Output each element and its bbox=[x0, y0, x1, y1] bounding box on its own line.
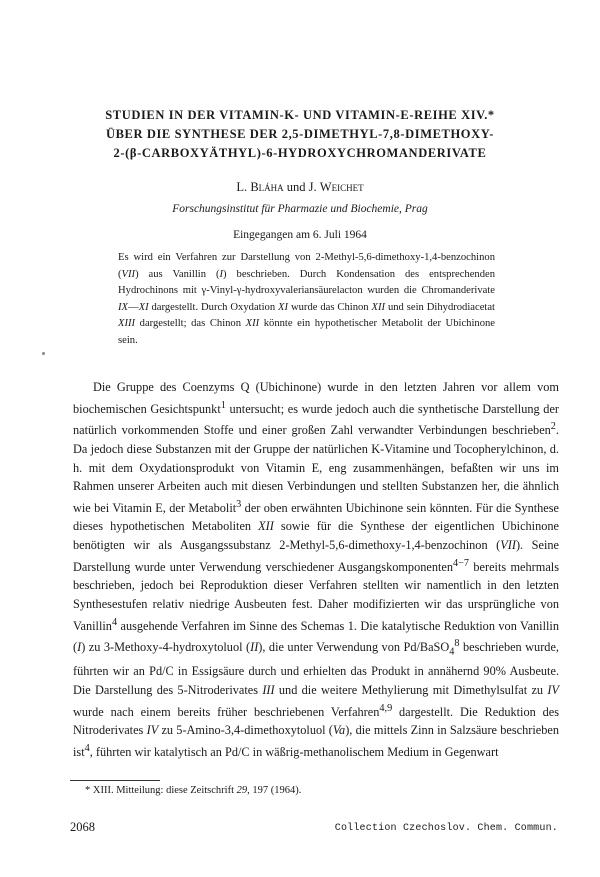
scan-speck bbox=[42, 352, 45, 355]
body-text: . Da jedoch diese Substanzen mit der Gruppe der natürlichen K-Vitamine und Tocopherylchinon, d. h. mit dem Oxydationsprodukt von Vitamin E, eng zusammenhängen, befaßten wir uns im Rahmen unserer Arbeiten auch mit diesen Verbindungen und stellten Substanzen her, die ähnlich wie bei Vitamin E, der Metabolit bbox=[73, 423, 559, 515]
body-text: zu 5-Amino-3,4-dimethoxytoluol ( bbox=[158, 723, 333, 738]
footnote bbox=[85, 785, 555, 796]
compound-label: IV bbox=[146, 723, 159, 738]
footnote-volume: 29 bbox=[236, 785, 248, 796]
body-text: ausgehende Verfahren im Sinne des Schemas 1. Die katalytische Reduktion von Vanillin ( bbox=[73, 618, 559, 655]
body-text: sowie für die Synthese der eigentlichen Ubichinone benötigten wir als Ausgangssubstanz 2-Methyl-5,6-dimethoxy-1,4-benzochinon ( bbox=[73, 519, 559, 553]
compound-label: XII bbox=[371, 301, 386, 313]
compound-label: Va bbox=[332, 723, 346, 738]
compound-label: XIII bbox=[118, 318, 136, 330]
body-text: dargestellt. Die Reduktion des Nitroderivates bbox=[73, 704, 559, 738]
author2-name: Weichet bbox=[319, 180, 364, 194]
body-paragraph bbox=[73, 378, 559, 761]
compound-label: XI bbox=[138, 301, 149, 313]
reference-marker: 1 bbox=[220, 399, 226, 411]
body-text: ). Seine Darstellung wurde unter Verwendung verschiedener Ausgangskomponenten bbox=[73, 538, 559, 574]
abstract-text: dargestellt; das Chinon bbox=[135, 318, 246, 330]
compound-label: II bbox=[250, 640, 259, 655]
subscript: 4 bbox=[449, 646, 455, 658]
reference-marker: 8 bbox=[454, 638, 460, 650]
abstract-text: Es wird ein Verfahren zur Darstellung von 2-Methyl-5,6-dimethoxy-1,4-benzochinon ( bbox=[118, 252, 495, 280]
body-text: beschrieben wurde, führten wir an Pd/C in Essigsäure durch und erhielten das Produkt in annähernd 90% Ausbeute. Die Darstellung des 5-Nitroderivates bbox=[73, 640, 559, 697]
abstract-text: könnte ein hypothetischer Metabolit der Ubichinone sein. bbox=[118, 318, 495, 346]
page-number: 2068 bbox=[70, 820, 95, 834]
body-text: der oben erwähnten Ubichinone sein könnten. Für die Synthese dieses hypothetischen Metaboliten bbox=[73, 500, 559, 534]
compound-label: III bbox=[262, 682, 275, 697]
abstract-text: ) aus Vanillin ( bbox=[135, 268, 220, 280]
abstract-text: wurde das Chinon bbox=[288, 301, 372, 313]
authors bbox=[60, 180, 540, 195]
body-text: und die weitere Methylierung mit Dimethylsulfat zu bbox=[274, 682, 548, 697]
abstract-text: — bbox=[128, 301, 139, 313]
reference-marker: 4 bbox=[111, 616, 118, 628]
author1-name: Bláha bbox=[250, 180, 284, 194]
abstract-text: ) beschrieben. Durch Kondensation des entsprechenden Hydrochinons mit γ-Vinyl-γ-hydroxyvaleriansäurelacton wurden die Chromanderivate bbox=[118, 268, 495, 297]
abstract-text: und sein Dihydrodiacetat bbox=[385, 301, 495, 313]
body-text: ) zu 3-Methoxy-4-hydroxytoluol ( bbox=[81, 640, 251, 655]
body-text: Die Gruppe des Coenzyms Q (Ubichinone) wurde in den letzten Jahren vor allem vom biochemischen Gesichtspunkt bbox=[73, 380, 559, 416]
title-line-1: STUDIEN IN DER VITAMIN-K- UND VITAMIN-E-REIHE XIV.* bbox=[105, 108, 495, 122]
compound-label: XII bbox=[258, 519, 274, 534]
footnote-rule bbox=[70, 780, 160, 781]
body-text: , führten wir katalytisch an Pd/C in wäßrig-methanolischem Medium in Gegenwart bbox=[89, 744, 499, 759]
author-conjunction: und J. bbox=[283, 180, 320, 194]
compound-label: VII bbox=[500, 538, 516, 553]
reference-marker: 4,9 bbox=[379, 702, 393, 714]
abstract bbox=[118, 250, 495, 350]
affiliation: Forschungsinstitut für Pharmazie und Biochemie, Prag bbox=[172, 203, 428, 215]
title-line-2: ÜBER DIE SYNTHESE DER 2,5-DIMETHYL-7,8-DIMETHOXY- bbox=[105, 127, 494, 141]
body-text: wurde nach einem bereits früher beschriebenen Verfahren bbox=[73, 704, 380, 719]
abstract-text: dargestellt. Durch Oxydation bbox=[148, 301, 279, 313]
compound-label: I bbox=[219, 268, 224, 280]
body-text: ), die unter Verwendung von Pd/BaSO bbox=[258, 640, 450, 655]
reference-marker: 2 bbox=[550, 421, 556, 433]
compound-label: IX bbox=[118, 301, 128, 313]
body-text: ), die mittels Zinn in Salzsäure beschrieben ist bbox=[73, 723, 559, 759]
received-date: Eingegangen am 6. Juli 1964 bbox=[233, 229, 367, 241]
compound-label: VII bbox=[121, 268, 136, 280]
compound-label: I bbox=[77, 640, 82, 655]
body-text: untersucht; es wurde jedoch auch die synthetische Darstellung der natürlich vorkommenden Stoffe und einer großen Zahl verwandter Verbindungen beschrieben bbox=[73, 401, 559, 438]
footnote-text: , 197 (1964). bbox=[247, 785, 302, 796]
journal-name: Collection Czechoslov. Chem. Commun. bbox=[334, 823, 558, 834]
footnote-text: * XIII. Mitteilung: diese Zeitschrift bbox=[85, 785, 237, 796]
compound-label: XI bbox=[278, 301, 289, 313]
compound-label: XII bbox=[245, 318, 260, 330]
reference-marker: 4−7 bbox=[453, 557, 470, 569]
reference-marker: 3 bbox=[236, 498, 242, 510]
author1-initial: L. bbox=[236, 180, 251, 194]
body-text: bereits mehrmals beschrieben, jedoch bei Reproduktion dieser Verfahren stellten wir namentlich in den letzten Synthesestufen relativ niedrige Ausbeuten fest. Daher modifizierten wir das ursprüngliche von Vanillin bbox=[73, 559, 559, 633]
reference-marker: 4 bbox=[84, 742, 90, 754]
compound-label: IV bbox=[547, 682, 559, 697]
title-line-3: 2-(β-CARBOXYÄTHYL)-6-HYDROXYCHROMANDERIVATE bbox=[113, 146, 487, 160]
